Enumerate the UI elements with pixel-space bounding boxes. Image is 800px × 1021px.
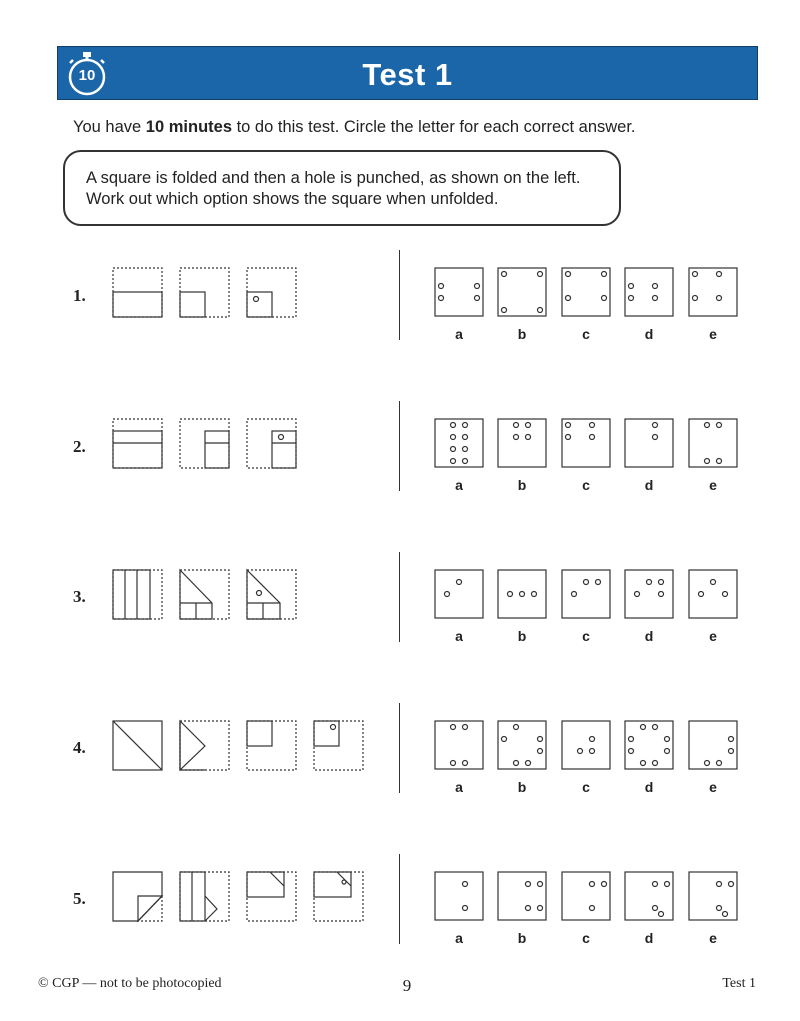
q4-option-d[interactable]: d (644, 779, 654, 795)
q5-option-d[interactable]: d (644, 930, 654, 946)
footer-test-label: Test 1 (722, 976, 756, 991)
q1-option-c-square (562, 268, 610, 316)
q1-fold-step-2-outline (180, 268, 229, 317)
q2-option-e[interactable]: e (709, 477, 717, 493)
q1-option-b-square (498, 268, 546, 316)
q3-option-e[interactable]: e (709, 628, 717, 644)
q2-option-a[interactable]: a (455, 477, 463, 493)
divider-q3 (399, 552, 400, 642)
q1-punched-hole (254, 297, 259, 302)
question-1-number: 1. (73, 286, 86, 305)
q4-option-e[interactable]: e (709, 779, 717, 795)
q5-option-e[interactable]: e (709, 930, 717, 946)
q3-option-c[interactable]: c (582, 628, 590, 644)
footer-copyright: © CGP — not to be photocopied (38, 976, 222, 991)
test-banner (57, 46, 758, 100)
q1-fold-step-1-paper (113, 292, 162, 317)
page-title: Test 1 (362, 57, 453, 92)
question-4-number: 4. (73, 738, 86, 757)
intro-bold: 10 minutes (145, 118, 232, 136)
q5-option-a[interactable]: a (455, 930, 463, 946)
q1-fold-step-3-outline (247, 268, 296, 317)
divider-q5 (399, 854, 400, 944)
intro-text (73, 118, 636, 137)
q3-option-d[interactable]: d (644, 628, 654, 644)
instructions-box (63, 150, 621, 226)
q1-option-b[interactable]: b (517, 326, 527, 342)
q1-option-d[interactable]: d (644, 326, 654, 342)
question-2-number: 2. (73, 437, 86, 456)
footer-page-number: 9 (402, 976, 412, 995)
instructions-line-2: Work out which option shows the square when unfolded. (86, 190, 499, 208)
intro-prefix: You have (73, 118, 146, 136)
q1-fold-step-2-paper (180, 292, 205, 317)
q4-option-a[interactable]: a (455, 779, 463, 795)
q4-option-b[interactable]: b (517, 779, 527, 795)
divider-q1 (399, 250, 400, 340)
q2-option-c[interactable]: c (582, 477, 590, 493)
q5-option-c[interactable]: c (582, 930, 590, 946)
instructions-line-1: A square is folded and then a hole is punched, as shown on the left. (86, 169, 581, 187)
q1-option-e[interactable]: e (709, 326, 717, 342)
q2-option-b[interactable]: b (517, 477, 527, 493)
divider-q2 (399, 401, 400, 491)
q1-option-d-square (625, 268, 673, 316)
question-5-number: 5. (73, 889, 86, 908)
divider-q4 (399, 703, 400, 793)
question-3-number: 3. (73, 587, 86, 606)
timer-minutes: 10 (78, 67, 96, 84)
q1-option-e-square (689, 268, 737, 316)
q5-option-b[interactable]: b (517, 930, 527, 946)
q3-option-b[interactable]: b (517, 628, 527, 644)
q1-option-a-square (435, 268, 483, 316)
q4-option-c[interactable]: c (582, 779, 590, 795)
intro-suffix: to do this test. Circle the letter for each correct answer. (232, 118, 636, 136)
q1-option-c[interactable]: c (582, 326, 590, 342)
q2-option-d[interactable]: d (644, 477, 654, 493)
q1-fold-step-1-outline (113, 268, 162, 317)
q1-fold-step-3-paper (247, 292, 272, 317)
q1-option-a[interactable]: a (455, 326, 463, 342)
q3-option-a[interactable]: a (455, 628, 463, 644)
